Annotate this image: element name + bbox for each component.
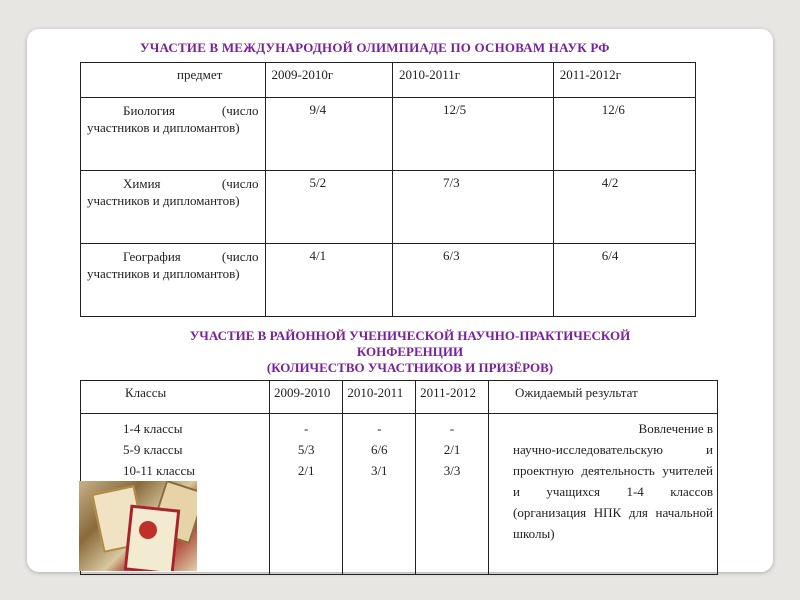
seal-image [139,521,157,539]
value-cell: 12/6 [553,98,695,171]
subject-cell [81,171,266,244]
value: 3/3 [443,463,461,478]
olympiad-table [80,62,696,317]
value: - [377,421,382,436]
subject-line2: участников и дипломантов) [87,193,240,208]
conference-title-line3: (КОЛИЧЕСТВО УЧАСТНИКОВ И ПРИЗЁРОВ) [266,360,554,375]
header-year-1: 2009-2010 [270,381,343,414]
value: 3/1 [370,463,388,478]
subject-line1: Биология (число [123,103,259,118]
header-year-1: 2009-2010г [265,63,392,98]
value-cell: 6/4 [553,244,695,317]
value: 6/6 [370,442,388,457]
header-year-2: 2010-2011 [343,381,416,414]
table-row [81,244,696,317]
value-cell [343,414,416,575]
subject-line1: География (число [123,249,259,264]
value: 2/1 [297,463,315,478]
certificates-photo [79,481,197,571]
value-cell: 6/3 [392,244,553,317]
expected-result-text: научно-исследовательскую и проектную деятельность учителей и учащихся 1-4 классов (организация НПК для начальной школы) [513,442,713,541]
value-cell [270,414,343,575]
header-classes: Классы [81,381,270,414]
class-group: 5-9 классы [123,442,183,457]
value-cell: 5/2 [265,171,392,244]
value: - [304,421,309,436]
olympiad-title: УЧАСТИЕ В МЕЖДУНАРОДНОЙ ОЛИМПИАДЕ ПО ОСНОВАМ НАУК РФ [140,40,610,55]
value: 5/3 [297,442,315,457]
expected-result-line1: Вовлечение в [638,421,713,436]
subject-line2: участников и дипломантов) [87,120,240,135]
value: - [449,421,455,436]
subject-line1: Химия (число [123,176,259,191]
value-cell [416,414,489,575]
expected-result-cell [489,414,718,575]
table-row [81,98,696,171]
conference-title [110,328,710,376]
value-cell: 9/4 [265,98,392,171]
table-header-row [81,381,718,414]
class-group: 1-4 классы [123,421,183,436]
table-header-row [81,63,696,98]
conference-title-line1: УЧАСТИЕ В РАЙОННОЙ УЧЕНИЧЕСКОЙ НАУЧНО-ПРАКТИЧЕСКОЙ [189,328,631,343]
header-year-2: 2010-2011г [392,63,553,98]
table-row [81,171,696,244]
conference-title-line2: КОНФЕРЕНЦИИ [356,344,464,359]
class-group: 10-11 классы [123,463,195,478]
header-year-3: 2011-2012 [416,381,489,414]
value-cell: 4/1 [265,244,392,317]
value-cell: 4/2 [553,171,695,244]
value-cell: 7/3 [392,171,553,244]
header-year-3: 2011-2012г [553,63,695,98]
value: 2/1 [443,442,461,457]
header-subject: предмет [81,63,266,98]
subject-cell [81,244,266,317]
subject-cell [81,98,266,171]
header-expected-result: Ожидаемый результат [489,381,718,414]
value-cell: 12/5 [392,98,553,171]
subject-line2: участников и дипломантов) [87,266,240,281]
